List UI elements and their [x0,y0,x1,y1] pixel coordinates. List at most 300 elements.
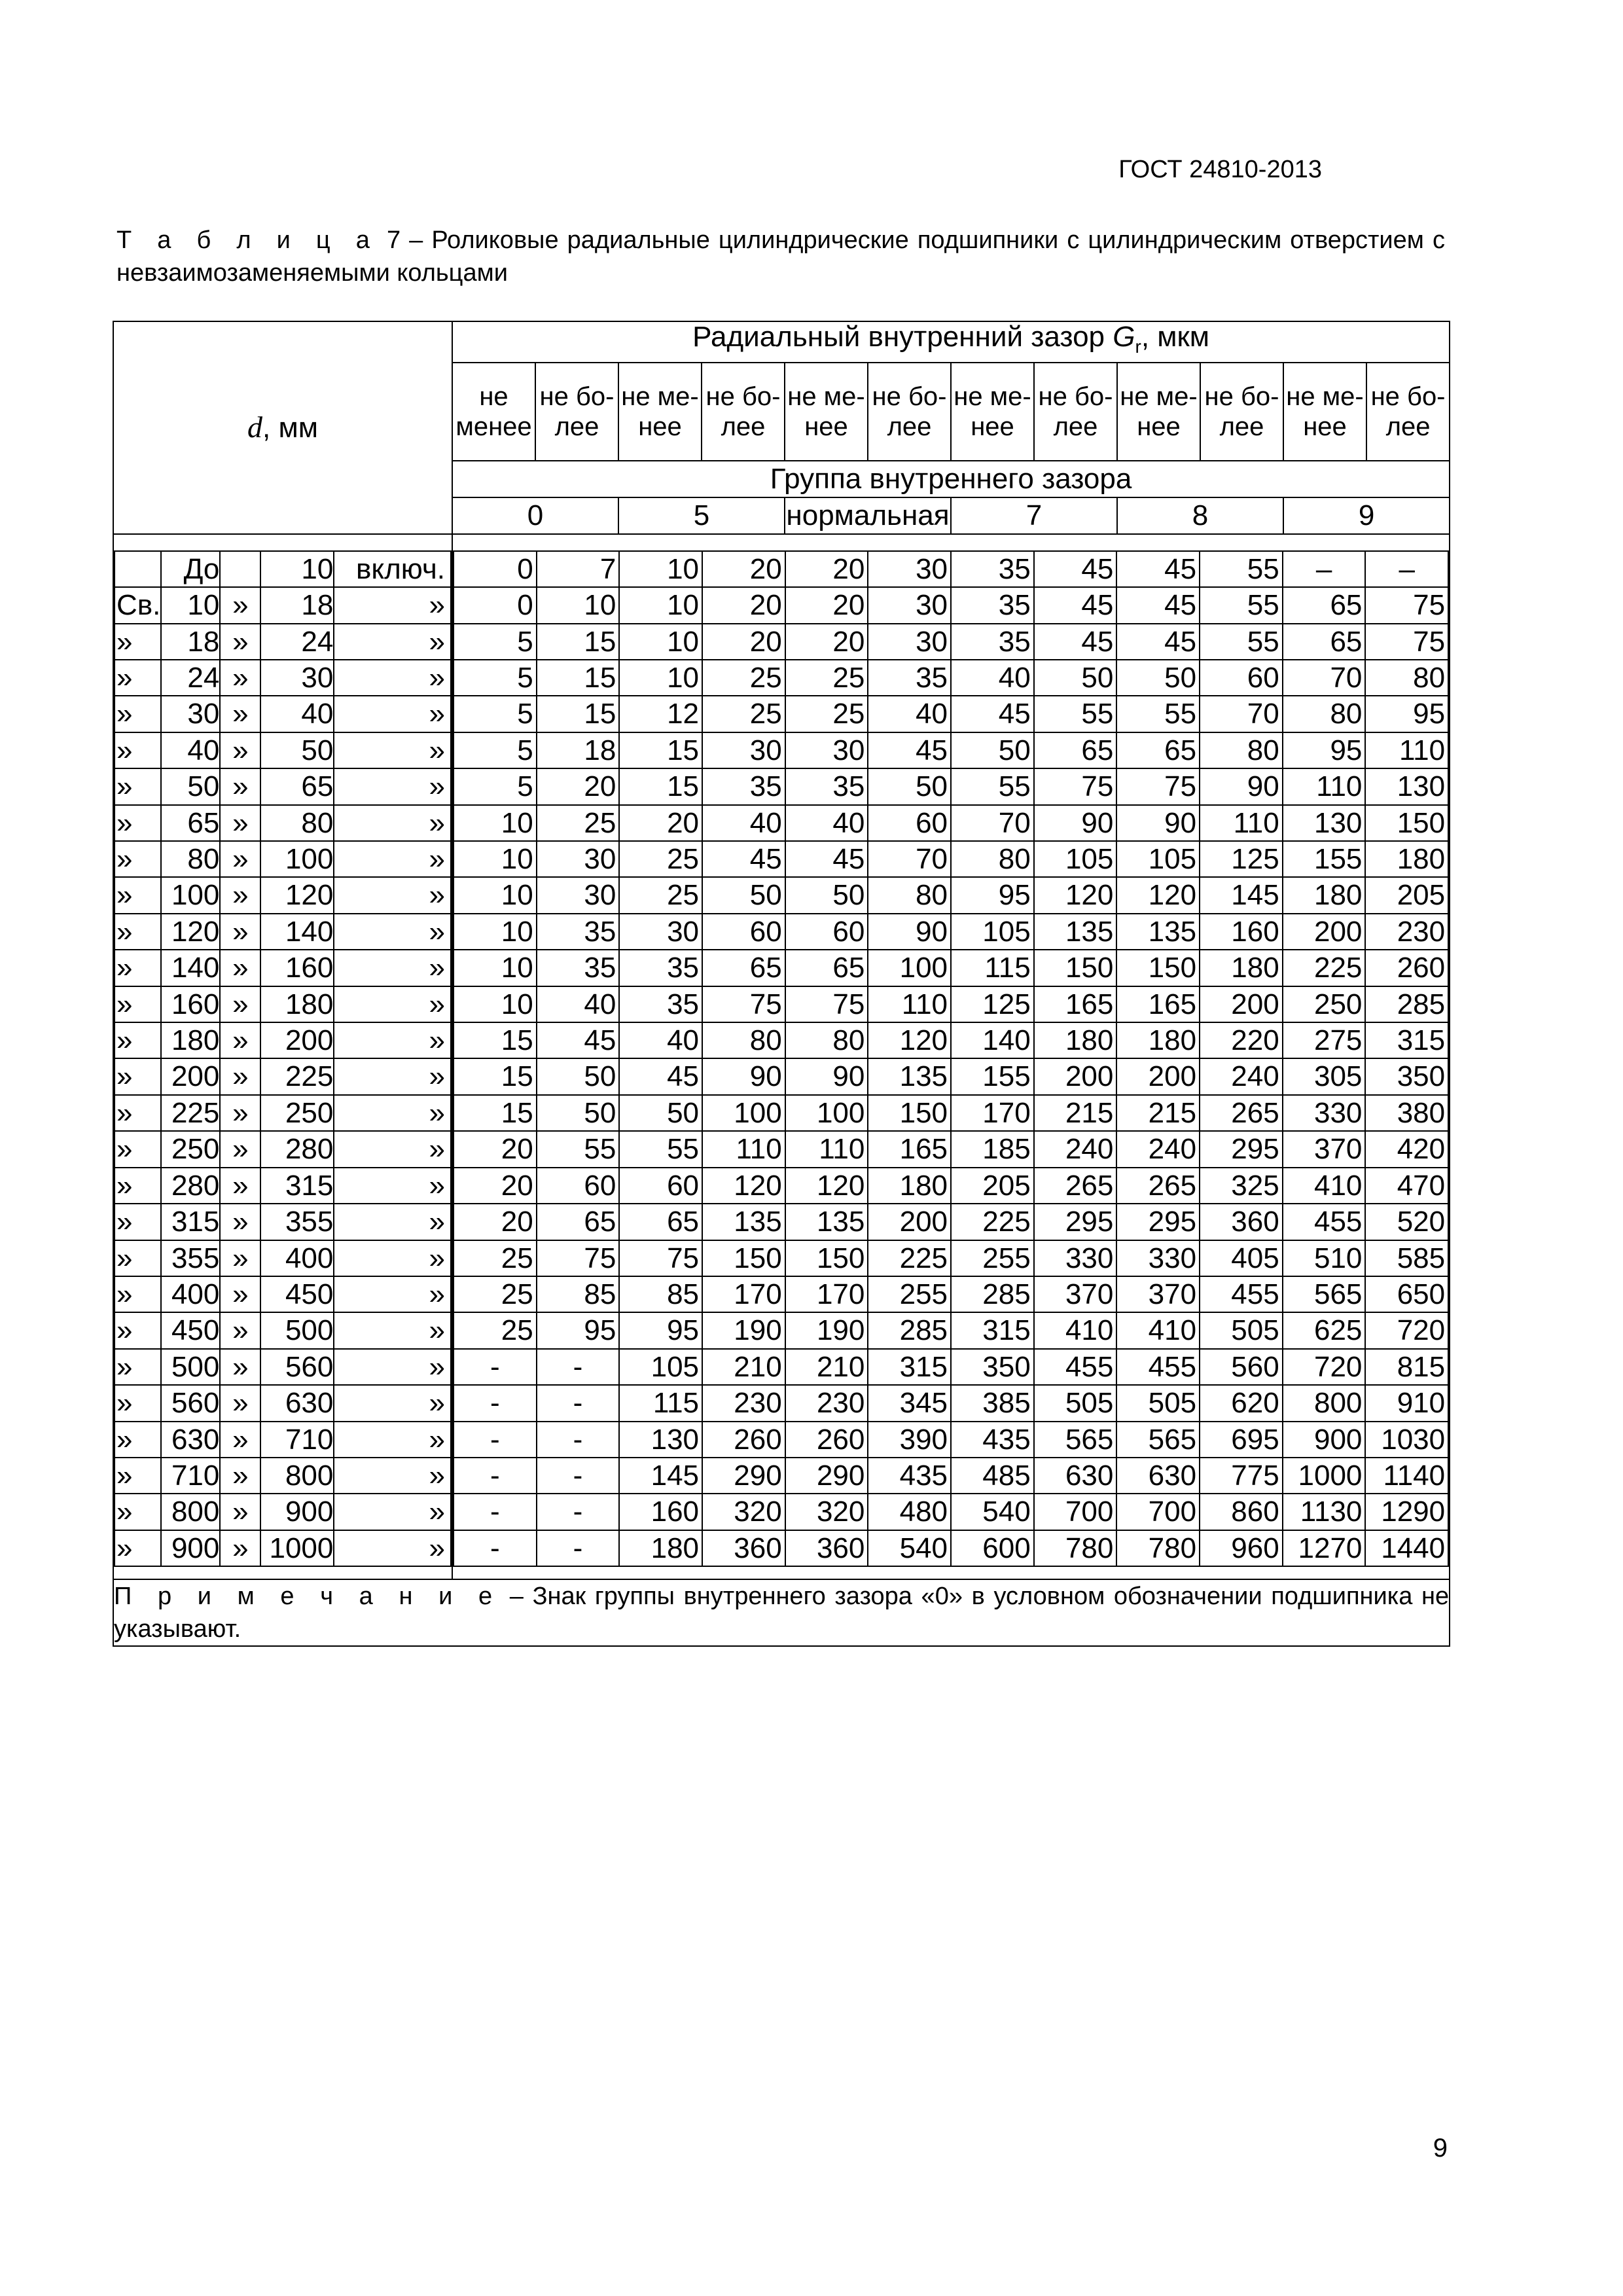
clearance-value: 40 [868,696,951,732]
clearance-value: 1140 [1365,1458,1448,1494]
clearance-value: 45 [785,841,868,877]
clearance-value: 45 [1116,551,1200,587]
clearance-value: 130 [619,1422,702,1458]
clearance-value: 75 [1365,624,1448,660]
clearance-value: 260 [1365,950,1448,986]
range-to: 250 [260,1095,334,1131]
clearance-value: 295 [1200,1131,1283,1167]
range-to: 100 [260,841,334,877]
clearance-value: 1440 [1365,1530,1448,1566]
range-from: 450 [161,1312,220,1348]
range-m: » [220,1204,260,1240]
clearance-value: 115 [619,1385,702,1421]
clearance-value: 410 [1283,1168,1366,1204]
clearance-value: 165 [1116,986,1200,1022]
clearance-value: 15 [537,696,620,732]
value-row [454,1131,1448,1167]
clearance-value: 65 [1283,624,1366,660]
clearance-value: 10 [619,624,702,660]
clearance-value: 130 [1365,768,1448,804]
clearance-value: 25 [702,696,785,732]
clearance-value: 35 [619,986,702,1022]
clearance-value: 95 [537,1312,620,1348]
clearance-value: 35 [868,660,951,696]
clearance-value: 290 [785,1458,868,1494]
clearance-value: 1290 [1365,1494,1448,1530]
min-max-label: не ме-нее [618,363,702,461]
value-row [454,660,1448,696]
diameter-row [115,986,451,1022]
caption-text: – Роликовые радиальные цилиндрические подшипники с цилиндрическим отверстием с невзаимозаменяемыми кольцами [116,226,1445,287]
clearance-value: 265 [1200,1095,1283,1131]
clearance-value: 260 [702,1422,785,1458]
clearance-value: 120 [702,1168,785,1204]
clearance-value: 55 [951,768,1034,804]
range-suf: » [334,1240,451,1276]
range-p: » [115,1095,161,1131]
clearance-value: 135 [702,1204,785,1240]
clearance-value: – [1365,551,1448,587]
clearance-value: 1270 [1283,1530,1366,1566]
clearance-value: 230 [785,1385,868,1421]
range-m: » [220,1022,260,1058]
clearance-value: 12 [619,696,702,732]
range-m: » [220,1422,260,1458]
range-m: » [220,841,260,877]
clearance-value: 120 [785,1168,868,1204]
clearance-value: 180 [1283,877,1366,913]
value-row [454,1168,1448,1204]
clearance-value: 90 [785,1058,868,1094]
diameter-row [115,877,451,913]
range-p: » [115,1058,161,1094]
value-row [454,551,1448,587]
clearance-value: 145 [619,1458,702,1494]
range-from: 315 [161,1204,220,1240]
value-row [454,1385,1448,1421]
clearance-value: 240 [1034,1131,1117,1167]
range-m: » [220,986,260,1022]
clearance-value: 20 [702,551,785,587]
diameter-row [115,1349,451,1385]
clearance-value: 560 [1200,1349,1283,1385]
clearance-value: 1130 [1283,1494,1366,1530]
clearance-value: 135 [1034,914,1117,950]
clearance-value: 90 [1116,805,1200,841]
group-header: Группа внутреннего зазора [452,461,1450,497]
range-m: » [220,624,260,660]
clearance-value: 50 [951,732,1034,768]
clearance-value: 18 [537,732,620,768]
clearance-value: 45 [702,841,785,877]
clearance-value: 265 [1116,1168,1200,1204]
clearance-value: 165 [1034,986,1117,1022]
clearance-value: 540 [951,1494,1034,1530]
clearance-value: 20 [785,624,868,660]
value-row [454,1349,1448,1385]
diameter-row [115,1458,451,1494]
clearance-value: 35 [951,551,1034,587]
range-suf: » [334,1168,451,1204]
clearance-value: 25 [454,1312,537,1348]
range-m: » [220,1530,260,1566]
clearance-value: 55 [537,1131,620,1167]
value-row [454,1530,1448,1566]
diameter-row [115,660,451,696]
clearance-value: 75 [1116,768,1200,804]
diameter-row [115,1494,451,1530]
clearance-value: 780 [1116,1530,1200,1566]
diameter-row [115,1022,451,1058]
clearance-value: 390 [868,1422,951,1458]
clearance-value: 55 [1200,624,1283,660]
clearance-value: 80 [702,1022,785,1058]
clearance-value: 1000 [1283,1458,1366,1494]
clearance-value: 315 [951,1312,1034,1348]
clearance-value: 150 [1116,950,1200,986]
clearance-value: 10 [537,587,620,623]
clearance-value: 435 [951,1422,1034,1458]
range-from: 400 [161,1276,220,1312]
range-m: » [220,1131,260,1167]
clearance-value: 75 [537,1240,620,1276]
range-to: 280 [260,1131,334,1167]
range-from: 50 [161,768,220,804]
range-p: » [115,1422,161,1458]
clearance-value: 170 [785,1276,868,1312]
range-from: 800 [161,1494,220,1530]
diameter-column [113,534,452,1579]
range-to: 40 [260,696,334,732]
clearance-value: 775 [1200,1458,1283,1494]
group-label: 9 [1283,497,1450,534]
range-to: 450 [260,1276,334,1312]
clearance-value: 140 [951,1022,1034,1058]
clearance-value: 800 [1283,1385,1366,1421]
clearance-value: - [537,1494,620,1530]
clearance-value: 10 [619,587,702,623]
clearance-value: - [454,1385,537,1421]
clearance-value: 370 [1034,1276,1117,1312]
clearance-value: 225 [1283,950,1366,986]
clearance-value: 225 [868,1240,951,1276]
range-p: » [115,877,161,913]
diameter-row [115,1385,451,1421]
clearance-value: 135 [868,1058,951,1094]
range-m: » [220,914,260,950]
range-to: 30 [260,660,334,696]
clearance-value: 565 [1283,1276,1366,1312]
clearance-value: 45 [1034,551,1117,587]
clearance-value: 345 [868,1385,951,1421]
clearance-value: 520 [1365,1204,1448,1240]
clearance-value: 45 [1116,587,1200,623]
clearance-value: 30 [868,587,951,623]
clearance-value: 505 [1200,1312,1283,1348]
clearance-value: 20 [454,1131,537,1167]
clearance-value: 290 [702,1458,785,1494]
min-max-label: не ме-нее [1283,363,1366,461]
range-to: 50 [260,732,334,768]
clearance-value: 435 [868,1458,951,1494]
clearance-value: – [1283,551,1366,587]
clearance-value: 40 [537,986,620,1022]
range-p: » [115,624,161,660]
range-m: » [220,950,260,986]
range-to: 120 [260,877,334,913]
clearance-value: 815 [1365,1349,1448,1385]
clearance-value: 35 [785,768,868,804]
clearance-value: 50 [1034,660,1117,696]
clearance-value: 90 [702,1058,785,1094]
clearance-value: 10 [619,551,702,587]
range-m: » [220,1168,260,1204]
clearance-value: 385 [951,1385,1034,1421]
range-to: 315 [260,1168,334,1204]
clearance-value: 380 [1365,1095,1448,1131]
clearance-value: 90 [1034,805,1117,841]
clearance-value: 80 [868,877,951,913]
range-from: 100 [161,877,220,913]
group-label: 5 [618,497,785,534]
clearance-value: 45 [619,1058,702,1094]
clearance-value: 60 [868,805,951,841]
clearance-value: 565 [1034,1422,1117,1458]
clearance-value: 480 [868,1494,951,1530]
range-p: » [115,805,161,841]
clearance-value: 315 [1365,1022,1448,1058]
range-from: 710 [161,1458,220,1494]
min-max-label: не бо-лее [1200,363,1283,461]
range-suf: » [334,950,451,986]
clearance-value: 25 [702,660,785,696]
range-p: » [115,732,161,768]
range-m: » [220,1312,260,1348]
clearance-value: 200 [1200,986,1283,1022]
clearance-value: 585 [1365,1240,1448,1276]
min-max-label: не бо-лее [702,363,785,461]
clearance-value: 30 [785,732,868,768]
range-from: 160 [161,986,220,1022]
range-p: Св. [115,587,161,623]
clearance-value: 470 [1365,1168,1448,1204]
range-from: 18 [161,624,220,660]
clearance-value: 60 [702,914,785,950]
clearance-value: 410 [1116,1312,1200,1348]
clearance-value: 65 [1283,587,1366,623]
clearance-header: Радиальный внутренний зазор $G_r$, мкм [452,321,1450,363]
clearance-value: 160 [619,1494,702,1530]
range-p: » [115,768,161,804]
range-p: » [115,1312,161,1348]
clearance-value: 255 [868,1276,951,1312]
diameter-row [115,1058,451,1094]
clearance-value: 20 [702,624,785,660]
range-to: 1000 [260,1530,334,1566]
clearance-value: 50 [1116,660,1200,696]
value-row [454,986,1448,1022]
value-row [454,587,1448,623]
clearance-value: 625 [1283,1312,1366,1348]
clearance-value: 630 [1034,1458,1117,1494]
range-suf: » [334,660,451,696]
diameter-row [115,696,451,732]
clearance-value: 80 [785,1022,868,1058]
range-suf: » [334,841,451,877]
clearance-value: 165 [868,1131,951,1167]
clearance-value: 105 [951,914,1034,950]
range-from: 250 [161,1131,220,1167]
range-to: 710 [260,1422,334,1458]
clearance-value: 10 [454,986,537,1022]
diameter-row [115,1422,451,1458]
clearance-value: 110 [702,1131,785,1167]
diameter-row [115,624,451,660]
diameter-row [115,1204,451,1240]
clearance-value: 565 [1116,1422,1200,1458]
clearance-value: 910 [1365,1385,1448,1421]
clearance-value: 630 [1116,1458,1200,1494]
range-m: » [220,1276,260,1312]
clearance-value: 75 [785,986,868,1022]
range-m: » [220,1349,260,1385]
clearance-value: 40 [702,805,785,841]
clearance-value: 150 [868,1095,951,1131]
range-p: » [115,914,161,950]
caption-number: 7 [378,226,401,254]
clearance-value: - [537,1458,620,1494]
document-number: ГОСТ 24810-2013 [1118,156,1322,183]
clearance-value: 50 [537,1058,620,1094]
clearance-value: 330 [1034,1240,1117,1276]
clearance-value: 5 [454,660,537,696]
clearance-value: 125 [951,986,1034,1022]
value-row [454,805,1448,841]
clearance-value: 50 [702,877,785,913]
range-to: 900 [260,1494,334,1530]
clearance-value: 20 [785,587,868,623]
clearance-value: 65 [537,1204,620,1240]
clearance-value: 30 [868,624,951,660]
clearance-value: 70 [951,805,1034,841]
clearance-value: 35 [951,587,1034,623]
range-from: 560 [161,1385,220,1421]
value-row [454,1240,1448,1276]
page-number: 9 [1433,2134,1448,2162]
clearance-value: 275 [1283,1022,1366,1058]
clearance-value: 100 [785,1095,868,1131]
range-p: » [115,1022,161,1058]
range-m: » [220,696,260,732]
clearance-value: 65 [619,1204,702,1240]
clearance-value: 420 [1365,1131,1448,1167]
clearance-value: 240 [1116,1131,1200,1167]
group-label: нормальная [785,497,951,534]
clearance-value: 50 [785,877,868,913]
clearance-value: 25 [785,660,868,696]
diameter-row [115,805,451,841]
range-suf: » [334,1385,451,1421]
diameter-row [115,551,451,587]
range-p: » [115,1530,161,1566]
clearance-value: 180 [1116,1022,1200,1058]
clearance-value: 150 [702,1240,785,1276]
clearance-value: 115 [951,950,1034,986]
clearance-value: 315 [868,1349,951,1385]
clearance-value: 20 [785,551,868,587]
clearance-value: 105 [1116,841,1200,877]
range-suf: » [334,914,451,950]
range-p: » [115,950,161,986]
range-to: 225 [260,1058,334,1094]
clearance-value: 360 [702,1530,785,1566]
range-from: 120 [161,914,220,950]
clearance-value: 220 [1200,1022,1283,1058]
clearance-value: 330 [1116,1240,1200,1276]
range-to: 200 [260,1022,334,1058]
range-from: 65 [161,805,220,841]
range-p [115,551,161,587]
min-max-label: не бо-лее [535,363,618,461]
clearance-value: 25 [785,696,868,732]
clearance-value: 370 [1283,1131,1366,1167]
clearance-value: 60 [785,914,868,950]
clearance-value: 40 [951,660,1034,696]
value-row [454,732,1448,768]
range-p: » [115,1168,161,1204]
value-row [454,1276,1448,1312]
range-to: 80 [260,805,334,841]
min-max-label: не бо-лее [1366,363,1450,461]
clearance-value: 20 [702,587,785,623]
clearance-value: 455 [1200,1276,1283,1312]
range-suf: включ. [334,551,451,587]
range-from: 40 [161,732,220,768]
clearance-value: 45 [1034,624,1117,660]
clearance-value: 95 [951,877,1034,913]
clearance-value: 455 [1283,1204,1366,1240]
clearance-value: 210 [785,1349,868,1385]
clearance-value: 80 [951,841,1034,877]
clearance-value: 455 [1116,1349,1200,1385]
range-suf: » [334,1458,451,1494]
clearance-value: 10 [454,914,537,950]
range-to: 24 [260,624,334,660]
range-m: » [220,805,260,841]
clearance-value: 510 [1283,1240,1366,1276]
clearance-value: 35 [702,768,785,804]
clearance-value: 40 [785,805,868,841]
group-label: 7 [951,497,1117,534]
range-p: » [115,1494,161,1530]
range-m: » [220,768,260,804]
clearance-value: 695 [1200,1422,1283,1458]
clearance-value: 55 [1116,696,1200,732]
clearance-value: 35 [537,914,620,950]
clearance-value: 0 [454,587,537,623]
clearance-value: 5 [454,768,537,804]
range-to: 10 [260,551,334,587]
clearance-value: - [454,1422,537,1458]
table-caption [116,224,1445,289]
clearance-value: 720 [1283,1349,1366,1385]
clearance-value: 1030 [1365,1422,1448,1458]
diameter-row [115,1131,451,1167]
clearance-value: 170 [951,1095,1034,1131]
range-from: 24 [161,660,220,696]
clearance-value: 320 [785,1494,868,1530]
clearance-value: 35 [951,624,1034,660]
